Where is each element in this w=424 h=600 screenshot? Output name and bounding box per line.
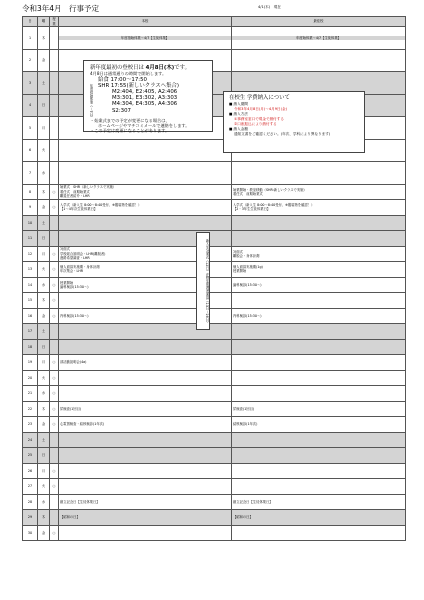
table-header-row — [23, 17, 406, 27]
branch-school-cell — [232, 463, 406, 479]
class-mark-cell — [50, 324, 59, 340]
table-row — [23, 463, 406, 479]
class-mark-cell: ○ — [50, 308, 59, 324]
class-mark-cell — [50, 117, 59, 140]
table-row — [23, 510, 406, 526]
branch-school-cell: 【昭和の日】 — [232, 510, 406, 526]
weekday-cell: 木 — [38, 293, 50, 309]
class-mark-cell — [50, 139, 59, 162]
weekday-cell: 水 — [38, 162, 50, 185]
day-cell: 30 — [23, 525, 38, 541]
table-row — [23, 308, 406, 324]
class-mark-cell — [50, 72, 59, 95]
notice-schedule-line: SHR 17:55(新しいクラスへ集合) — [98, 82, 180, 89]
table-row — [23, 401, 406, 417]
header-dow: 曜 — [38, 17, 50, 27]
tuition-method-a: ①事務室窓口で現金で納付する — [234, 117, 284, 121]
day-cell: 22 — [23, 401, 38, 417]
day-cell: 8 — [23, 184, 38, 200]
main-school-cell — [59, 432, 232, 448]
header-mark: 授業 — [50, 17, 59, 27]
weekday-cell: 日 — [38, 448, 50, 464]
weekday-cell: 火 — [38, 139, 50, 162]
header-day: 日 — [23, 17, 38, 27]
main-school-cell: 始業式 SHR（新しいクラスで実施） 着任式 前期始業式 離退任者紹介・LHR — [59, 184, 232, 200]
day-cell: 25 — [23, 448, 38, 464]
branch-school-cell — [232, 479, 406, 495]
weekday-cell: 月 — [38, 246, 50, 262]
weekday-cell: 土 — [38, 324, 50, 340]
notice-schedule-line: M2:404, E2:405, A2:406 — [112, 88, 178, 95]
class-mark-cell — [50, 162, 59, 185]
table-row — [23, 277, 406, 293]
main-school-cell: 授業開始 歯科検診(15:30〜) — [59, 277, 232, 293]
table-row — [23, 525, 406, 541]
branch-school-cell — [232, 27, 406, 50]
main-school-cell: 入学式（新入生 8:00〜8:40受付、※服装物を確認！） 【1〜4年次生徒休業日】 — [59, 200, 232, 216]
weekday-cell: 水 — [38, 277, 50, 293]
branch-school-cell — [232, 525, 406, 541]
tuition-title: 在校生 学費納入について — [229, 95, 290, 101]
main-school-cell: 内科検診(15:30〜) — [59, 308, 232, 324]
branch-school-cell — [232, 162, 406, 185]
branch-school-cell-banner: 年度始休業〜4/7【生徒休業】 — [232, 36, 405, 40]
as-of-date: 4/1(木) 現在 — [258, 5, 281, 9]
table-row — [23, 448, 406, 464]
notice-schedule-line: 給食 17:00〜17:50 — [98, 76, 147, 83]
notice-schedule-line: M3:301, E3:302, A3:303 — [112, 95, 178, 102]
branch-school-cell — [232, 386, 406, 402]
class-mark-cell: ○ — [50, 184, 59, 200]
day-cell: 13 — [23, 262, 38, 278]
day-cell: 21 — [23, 386, 38, 402]
weekday-cell: 月 — [38, 355, 50, 371]
weekday-cell: 日 — [38, 94, 50, 117]
table-row — [23, 417, 406, 433]
branch-school-cell: 内科検診(15:30〜) — [232, 308, 406, 324]
day-cell: 23 — [23, 417, 38, 433]
day-cell: 4 — [23, 94, 38, 117]
weekday-cell: 土 — [38, 72, 50, 95]
table-row — [23, 339, 406, 355]
class-mark-cell: ○ — [50, 277, 59, 293]
class-mark-cell — [50, 94, 59, 117]
table-row — [23, 479, 406, 495]
day-cell: 2 — [23, 49, 38, 72]
class-mark-cell — [50, 49, 59, 72]
branch-school-cell — [232, 293, 406, 309]
main-school-cell — [59, 215, 232, 231]
main-school-cell: 創立記念日【生徒休業日】 — [59, 494, 232, 510]
class-mark-cell — [50, 215, 59, 231]
class-mark-cell — [50, 231, 59, 247]
weekday-cell: 土 — [38, 215, 50, 231]
table-row — [23, 184, 406, 200]
weekday-cell: 金 — [38, 49, 50, 72]
class-mark-cell: ○ — [50, 262, 59, 278]
main-school-cell: 部活動説明会(4a) — [59, 355, 232, 371]
notice-note: ・始業式までの予定が変更になる場合は、 — [90, 117, 170, 123]
branch-school-cell — [232, 49, 406, 72]
main-school-cell — [59, 525, 232, 541]
weekday-cell: 金 — [38, 308, 50, 324]
main-school-cell — [59, 370, 232, 386]
branch-school-cell — [232, 370, 406, 386]
class-mark-cell: ○ — [50, 200, 59, 216]
tuition-amount-value: 通知文書をご確認ください。(年次、学科により異なります) — [234, 132, 331, 136]
class-mark-cell: ○ — [50, 479, 59, 495]
main-school-cell: 【昭和の日】 — [59, 510, 232, 526]
day-cell: 20 — [23, 370, 38, 386]
main-school-cell — [59, 463, 232, 479]
weekday-cell: 日 — [38, 231, 50, 247]
main-school-cell — [59, 339, 232, 355]
branch-school-cell — [232, 432, 406, 448]
class-mark-cell — [50, 448, 59, 464]
weekday-cell: 木 — [38, 184, 50, 200]
weekday-cell: 木 — [38, 510, 50, 526]
class-mark-cell: ○ — [50, 293, 59, 309]
weekday-cell: 火 — [38, 370, 50, 386]
day-cell: 19 — [23, 355, 38, 371]
branch-school-cell: 入学式（新入生 8:00〜8:40受付、※服装物を確認！） 【2・3年生生徒休業日】 — [232, 200, 406, 216]
branch-school-cell — [232, 324, 406, 340]
notice-text: 新年度最初の登校日は — [90, 65, 146, 71]
class-mark-cell: ○ — [50, 417, 59, 433]
class-mark-cell — [50, 339, 59, 355]
table-row — [23, 355, 406, 371]
day-cell: 10 — [23, 215, 38, 231]
branch-school-cell: 始業開始・教室移動（SHR:新しいクラスで実施） 着任式 前期始業式 — [232, 184, 406, 200]
branch-school-cell: 結核検診(1年次) — [232, 417, 406, 433]
day-cell: 14 — [23, 277, 38, 293]
main-school-cell: 心電図検査・結核検診(1年次) — [59, 417, 232, 433]
page-title: 令和3年4月 行事予定 — [22, 4, 100, 13]
branch-school-cell: 尿検査(1回目) — [232, 401, 406, 417]
table-row — [23, 386, 406, 402]
weekday-cell: 火 — [38, 479, 50, 495]
branch-school-cell: 創立記念日【生徒休業日】 — [232, 494, 406, 510]
weekday-cell: 月 — [38, 463, 50, 479]
tuition-notice — [223, 91, 365, 153]
main-school-cell: 尿検査(1回目) — [59, 401, 232, 417]
day-cell: 5 — [23, 117, 38, 140]
main-school-cell — [59, 479, 232, 495]
notice-note: ホームページやマチコミメールで連絡をします。 — [98, 123, 190, 129]
branch-school-cell — [232, 215, 406, 231]
table-row — [23, 494, 406, 510]
main-school-cell-banner: 年度指始休業〜4/7【生徒休業】 — [59, 36, 231, 40]
weekday-cell: 月 — [38, 117, 50, 140]
day-cell: 7 — [23, 162, 38, 185]
main-school-cell — [59, 386, 232, 402]
main-school-cell — [59, 448, 232, 464]
header-main-school: 本校 — [59, 17, 232, 27]
notice-schedule-line: S2:307 — [112, 107, 131, 114]
day-cell: 29 — [23, 510, 38, 526]
table-row — [23, 200, 406, 216]
table-row — [23, 27, 406, 50]
notice-note: ・この予定は変更になることがあります。 — [90, 128, 170, 134]
class-mark-cell: ○ — [50, 386, 59, 402]
class-mark-cell: ○ — [50, 246, 59, 262]
weekday-cell: 金 — [38, 417, 50, 433]
branch-school-cell — [232, 231, 406, 247]
class-mark-cell: ○ — [50, 355, 59, 371]
day-cell: 12 — [23, 246, 38, 262]
table-row — [23, 324, 406, 340]
table-row — [23, 293, 406, 309]
class-mark-cell: ○ — [50, 525, 59, 541]
class-mark-cell — [50, 432, 59, 448]
branch-school-cell — [232, 339, 406, 355]
day-cell: 27 — [23, 479, 38, 495]
notice-date: 4月8日(木) — [145, 65, 175, 71]
class-mark-cell: ○ — [50, 370, 59, 386]
weekday-cell: 木 — [38, 27, 50, 50]
branch-school-cell: 対面式 離脱会・身体計測 — [232, 246, 406, 262]
table-row — [23, 370, 406, 386]
table-row — [23, 231, 406, 247]
first-day-notice — [83, 60, 213, 132]
vertical-event-note: 新入生対面式（12日）在校生保護者面談（13日〜16日） — [196, 232, 210, 330]
day-cell: 3 — [23, 72, 38, 95]
table-row — [23, 432, 406, 448]
tuition-amount-label: ■ 納入金額 — [229, 127, 248, 131]
day-cell: 28 — [23, 494, 38, 510]
weekday-cell: 水 — [38, 386, 50, 402]
notice-text: です。 — [174, 65, 190, 71]
branch-school-cell — [232, 355, 406, 371]
main-school-cell: 対面式 学校総合説明会・LHR(離脱者) 進路希望調査・LHR — [59, 246, 232, 262]
day-cell: 16 — [23, 308, 38, 324]
class-mark-cell — [50, 27, 59, 50]
branch-school-cell — [232, 448, 406, 464]
weekday-cell: 日 — [38, 339, 50, 355]
main-school-cell: 個人面談実施期・身体計測 年次集会・LHR — [59, 262, 232, 278]
main-school-cell — [59, 139, 232, 162]
notice-schedule-line: M4:304, E4:305, A4:306 — [112, 101, 178, 108]
class-mark-cell — [50, 494, 59, 510]
header-branch-school: 最佳校 — [232, 17, 406, 27]
day-cell: 15 — [23, 293, 38, 309]
table-row — [23, 262, 406, 278]
weekday-cell: 水 — [38, 494, 50, 510]
table-row — [23, 246, 406, 262]
day-cell: 17 — [23, 324, 38, 340]
vertical-closure-note: 年度指始休業（〜7日） — [89, 84, 93, 120]
tuition-period-label: ■ 納入期間 — [229, 102, 248, 106]
day-cell: 6 — [23, 139, 38, 162]
day-cell: 9 — [23, 200, 38, 216]
main-school-cell — [59, 27, 232, 50]
tuition-method-label: ■ 納入方法 — [229, 112, 248, 116]
table-row — [23, 162, 406, 185]
weekday-cell: 火 — [38, 262, 50, 278]
table-row — [23, 49, 406, 72]
day-cell: 11 — [23, 231, 38, 247]
class-mark-cell — [50, 510, 59, 526]
tuition-method-b: ②口座振込により納付する — [234, 122, 277, 126]
class-mark-cell: ○ — [50, 463, 59, 479]
weekday-cell: 土 — [38, 432, 50, 448]
table-row — [23, 215, 406, 231]
day-cell: 18 — [23, 339, 38, 355]
notice-line-2: 4月8日は通常通りの時間で開始します。 — [90, 71, 167, 77]
day-cell: 24 — [23, 432, 38, 448]
weekday-cell: 木 — [38, 401, 50, 417]
branch-school-cell: 個人面談実施期(1g) 授業開始 — [232, 262, 406, 278]
weekday-cell: 金 — [38, 200, 50, 216]
branch-school-cell: 歯科検診(15:30〜) — [232, 277, 406, 293]
day-cell: 26 — [23, 463, 38, 479]
tuition-period-value: 令和3年4月8日(月)〜4月9日(金) — [234, 107, 287, 111]
main-school-cell — [59, 162, 232, 185]
class-mark-cell: ○ — [50, 401, 59, 417]
day-cell: 1 — [23, 27, 38, 50]
weekday-cell: 金 — [38, 525, 50, 541]
